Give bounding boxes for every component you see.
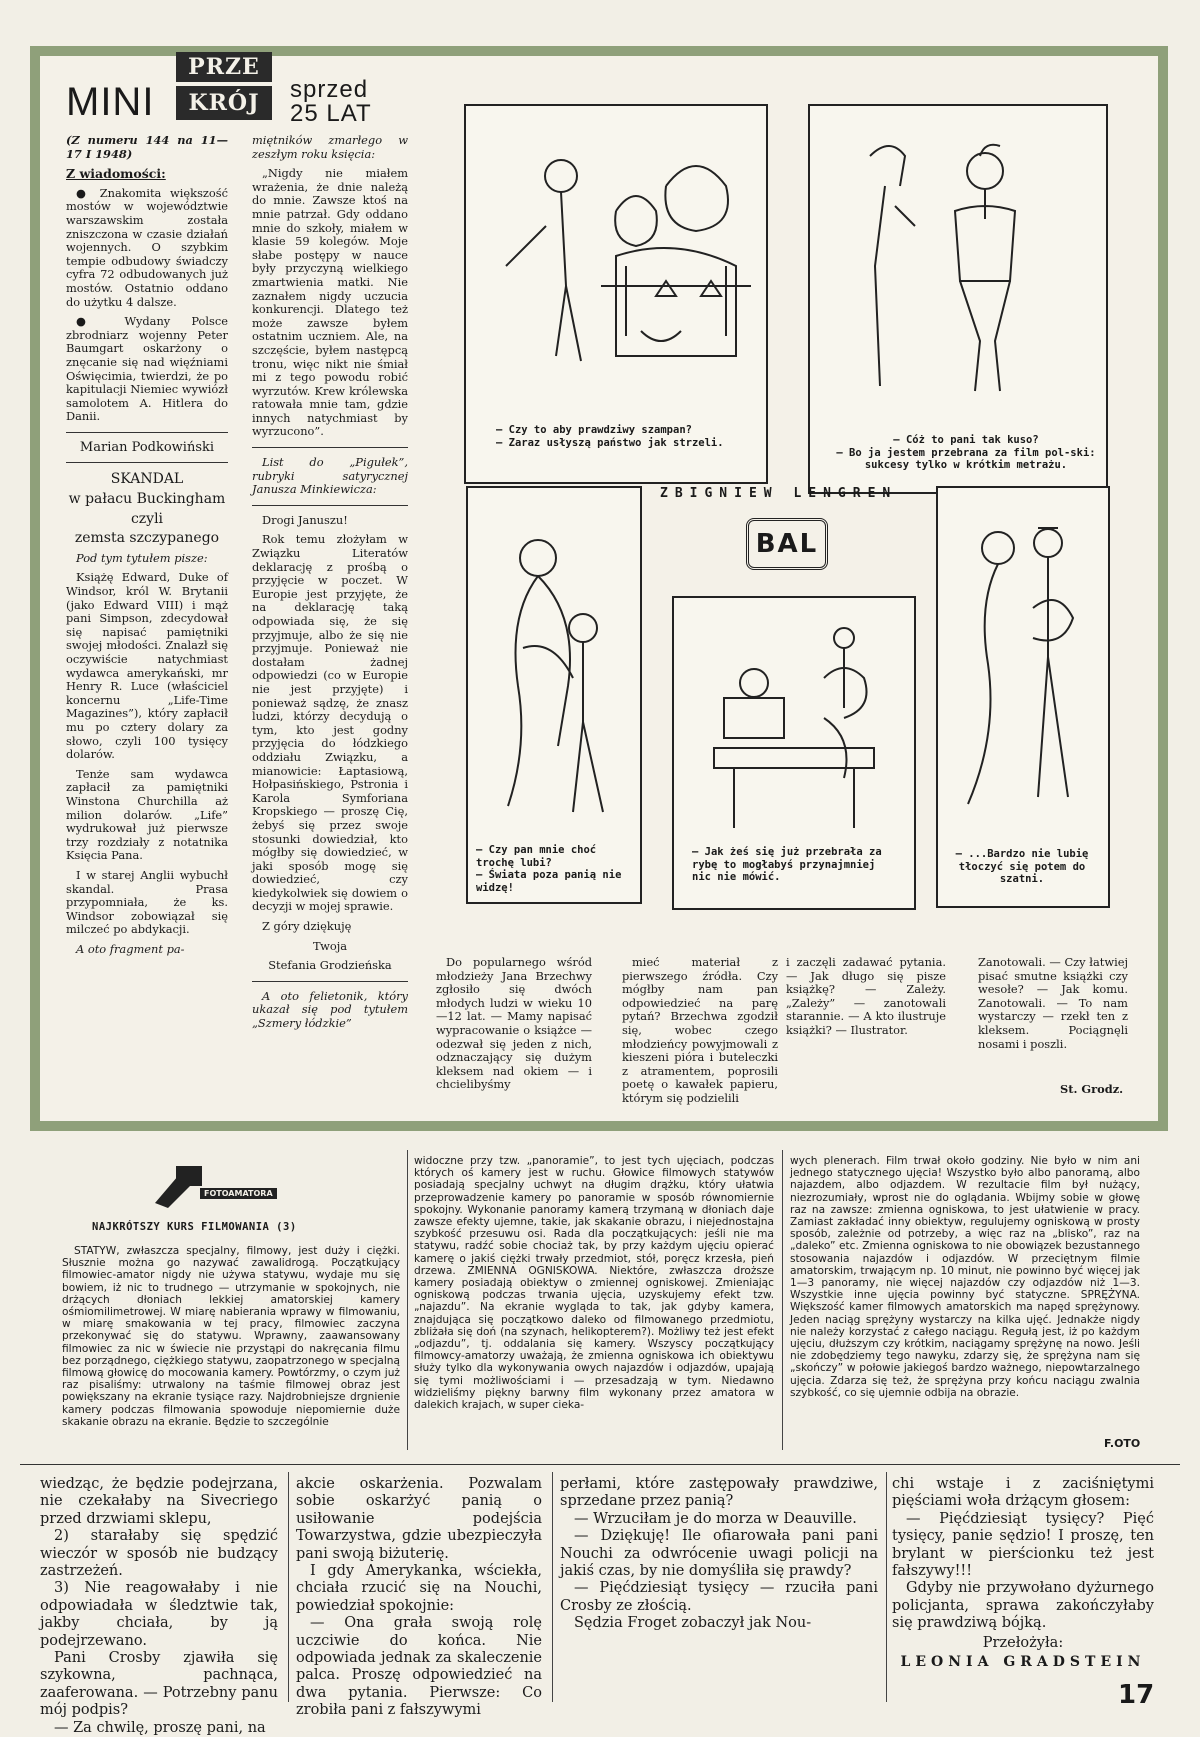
news-item-1: ● Znakomita większość mostów w województwie warszawskim została zniszczona w czasie działań wojennych. O szybkim tempie odbudowy świadczy cyfra 72 odbudowanych już mostów. Ostatnio oddano do użytku 4 dalsze. xyxy=(66,185,228,309)
caption-dancers: — Czy pan mnie choć trochę lubi? — Świata poza panią nie widzę! xyxy=(476,844,622,894)
szmery-column-1: Do popularnego wśród młodzieży Jana Brzechwy zgłosiło się dwóch młodych ludzi w wieku 10—12 lat. — Mamy napisać wypracowanie o książce — odezwał się jeden z nich, odznaczający się dużym kleksem nad okiem — i chcielibyśmy xyxy=(436,955,592,1092)
author-name: Marian Podkowiński xyxy=(79,439,215,455)
cartoon-drawing xyxy=(674,608,914,848)
news-heading: Z wiadomości: xyxy=(66,166,166,182)
column-rule xyxy=(552,1472,553,1702)
cartoon-panel-dancers xyxy=(466,486,642,904)
intro-text: Pod tym tytułem pisze: xyxy=(76,550,208,565)
cartoon-drawing xyxy=(938,498,1108,838)
story-paragraph: — Za chwilę, proszę pani, na xyxy=(54,1719,266,1736)
paragraph: I w starej Anglii wybuchł skandal. Prasa przypomniała, że ks. Windsor zobowiązał się milczeć po abdykacji. xyxy=(66,867,228,937)
divider xyxy=(66,432,228,433)
szmery-signature: St. Grodz. xyxy=(1060,1082,1124,1096)
szmery-column-4: Zanotowali. — Czy łatwiej pisać smutne książki czy wesołe? — Jak komu. Zanotowali. — To nam wystarczy — rzekł ten z kleksem. Pociągnęli nosami i poszli. xyxy=(978,955,1128,1051)
paragraph: A oto fragment pa- xyxy=(76,941,185,956)
story-paragraph: chi wstaje i z zaciśniętymi pięściami woła drżącym głosem: xyxy=(892,1476,1154,1510)
story-paragraph: — Pięćdziesiąt tysięcy? Pięć tysięcy, panie sędzio! I proszę, ten brylant w pierścionku też jest fałszywy!!! xyxy=(892,1510,1154,1580)
paragraph: A oto felietonik, który ukazał się pod tytułem „Szmery łódzkie” xyxy=(252,988,408,1031)
column-rule xyxy=(407,1150,408,1450)
story-column-3 xyxy=(560,1476,878,1633)
divider xyxy=(252,981,408,982)
story-paragraph: — Ona grała swoją rolę uczciwie do końca. Nie odpowiada jednak za skaleczenie palca. Proszę odpowiedzieć na dwa pytania. Pierwsze: Co zrobiła pani z fałszywymi xyxy=(296,1615,542,1719)
caption-fish-costume: — Jak żeś się już przebrała za rybę to mogłabyś przynajmniej nic nie mówić. xyxy=(692,846,882,883)
story-column-4 xyxy=(892,1476,1154,1671)
story-paragraph: perłami, które zastępowały prawdziwe, sprzedane przez panią? xyxy=(560,1476,878,1510)
source-note: (Z numeru 144 na 11—17 I 1948) xyxy=(66,133,228,161)
cartoon-drawing xyxy=(468,498,640,838)
przekroj-logo-top: PRZE xyxy=(176,52,272,82)
masthead-years: 25 LAT xyxy=(290,100,372,127)
paragraph: Z góry dziękuję xyxy=(262,919,352,934)
szmery-column-2: mieć materiał z pierwszego źródła. Czy mógłby nam pan odpowiedzieć na parę pytań? Brzechwa zgodził się, wobec czego młodzieńcy powyjmowali z kieszeni pióra i buteleczki z atramentem, poprosili poetę o kawałek papieru, którym się podzielili xyxy=(622,955,778,1105)
page-number: 17 xyxy=(1118,1680,1155,1710)
story-paragraph: — Dziękuję! Ile ofiarowała pani pani Nouchi za odwrócenie uwagi policji na jakiś czas, by nie domyśliła się prawdy? xyxy=(560,1528,878,1580)
film-signature: F.OTO xyxy=(1104,1437,1141,1450)
translator-name: LEONIA GRADSTEIN xyxy=(900,1654,1146,1671)
film-heading: NAJKRÓTSZY KURS FILMOWANIA (3) xyxy=(92,1221,297,1233)
story-paragraph: Pani Crosby zjawiła się szykowna, pachnąca, zaaferowana. — Potrzebny panu mój podpis? xyxy=(40,1650,278,1719)
masthead-mini: MINI xyxy=(66,80,155,124)
fotoamator-logo xyxy=(150,1158,300,1210)
caption-champagne: — Czy to aby prawdziwy szampan? — Zaraz usłyszą państwo jak strzeli. xyxy=(496,424,724,449)
story-paragraph: I gdy Amerykanka, wściekła, chciała rzucić się na Nouchi, powiedział spokojnie: xyxy=(296,1563,542,1614)
paragraph: Książę Edward, Duke of Windsor, król W. Brytanii (jako Edward VIII) i mąż pani Simpson, zdecydował się napisać pamiętniki swojej młodości. Znalazł się oczywiście natychmiast wydawca amerykański, mr Henry R. Luce (właściciel koncernu „Life-Time Magazines”), który zapłacił mu po cztery dolary za słowo, czyli 100 tysięcy dolarów. xyxy=(66,570,228,762)
camera-icon xyxy=(150,1158,210,1208)
caption-dress: — Cóż to pani tak kuso? — Bo ja jestem przebrana za film pol-ski: sukcesy tylko w krótkim metrażu. xyxy=(836,434,1096,471)
translator-label: Przełożyła: xyxy=(982,1634,1064,1651)
paragraph: Drogi Januszu! xyxy=(262,512,348,527)
divider xyxy=(252,447,408,448)
divider xyxy=(66,462,228,463)
bal-sign xyxy=(746,518,828,570)
bal-sign-text: BAL xyxy=(755,529,819,559)
title-line-2: w pałacu Buckingham xyxy=(68,491,226,508)
title-line-1: SKANDAL xyxy=(110,471,184,488)
masthead-sprzed: sprzed xyxy=(290,76,369,103)
cartoon-drawing xyxy=(466,116,766,416)
artist-name: ZBIGNIEW LENGREN xyxy=(660,486,898,501)
title-line-4: zemsta szczypanego xyxy=(74,530,220,547)
fotoamator-logo-text: FOTOAMATORA xyxy=(200,1188,277,1199)
cartoon-drawing xyxy=(810,116,1106,416)
column-rule xyxy=(782,1150,783,1450)
middle-column xyxy=(252,134,408,1037)
paragraph: List do „Pigułek”, rubryki satyrycznej Janusza Minkiewicza: xyxy=(252,455,408,497)
story-paragraph: wiedząc, że będzie podejrzana, nie czekałaby na Sivecriego przed drzwiami sklepu, xyxy=(40,1476,278,1527)
przekroj-logo-bottom: KRÓJ xyxy=(176,86,272,120)
story-paragraph: — Pięćdziesiąt tysięcy — rzuciła pani Crosby ze złością. xyxy=(560,1580,878,1614)
story-paragraph: Sędzia Froget zobaczył jak Nou- xyxy=(574,1615,812,1632)
story-paragraph: 2) starałaby się spędzić wieczór w sposób nie budzący zastrzeżeń. xyxy=(40,1528,278,1580)
news-item-2: ● Wydany Polsce zbrodniarz wojenny Peter Baumgart oskarżony o znęcanie się nad więźniami Oświęcimia, twierdzi, że po kapitulacji Niemiec wywiózł samolotem A. Hitlera do Danii. xyxy=(66,314,228,424)
film-column-1: STATYW, zwłaszcza specjalny, filmowy, jest duży i ciężki. Słusznie można go nazywać zawalidrogą. Początkujący filmowiec-amator nigdy nie używa statywu, wydaje mu się bowiem, iż nic to trudnego — utrzymanie w spokojnych, nie drżących dłoniach lekkiej amatorskiej kamery ośmiomilimetrowej. W miarę nabierania wprawy w filmowaniu, w miarę smakowania w tej pracy, filmowiec zaczyna przekonywać się do statywu. Wprawny, zaawansowany filmowiec za nic w świecie nie przystąpi do nakręcania filmu bez porządnego, ciężkiego statywu, zaopatrzonego w specjalną filmową głowicę do mocowania kamery. Powtórzmy, o czym już raz pisaliśmy: utrwalony na taśmie filmowej obraz jest powiększany na ekranie tysiące razy. Najdrobniejsze drgnienie kamery podczas filmowania spowoduje niepomiernie duże skakanie obrazu na ekranie. Będzie to szczególnie xyxy=(62,1245,400,1428)
paragraph: Rok temu złożyłam w Związku Literatów deklarację z prośbą o przyjęcie w poczet. W Europie jest przyjęte, że na deklarację taką odpowiada się, że się przyjmuje, albo że się nie przyjmuje. Ponieważ nie dostałam żadnej odpowiedzi (co w Europie nie jest przyjęte) i ponieważ sądzę, że znasz ludzi, którzy decydują o tym, kto jest godny przyjęcia do łódzkiego oddziału Związku, a mianowicie: Łaptasiową, Hołpasińskiego, Pstronia i Karola Symforiana Kropskiego — proszę Cię, żebyś się przez swoje stosunki dowiedział, kto mógłby się dowiedzieć, w jaki sposób mogę się dowiedzieć, czy kiedykolwiek się dowiem o decyzji w mojej sprawie. xyxy=(252,532,408,914)
film-column-3: wych plenerach. Film trwał około godziny. Nie było w nim ani jednego statycznego ujęcia! Wszystko było albo panoramą, albo najazdem, albo odjazdem. W rezultacie film był nużący, niezrozumiały, wprost nie do oglądania. Wbijmy sobie w głowę raz na zawsze: zmienna ogniskowa, to jest ułatwienie w pracy. Zamiast zakładać inny obiektyw, regulujemy ogniskową w prosty sposób, zależnie od potrzeby, a więc raz na „blisko”, raz na „daleko” etc. Zmienna ogniskowa to nie obowiązek bezustannego stosowania najazdów i odjazdów. W przeciętnym filmie amatorskim, trwającym np. 10 minut, nie powinno być więcej jak 1—3 panoramy, nie więcej najazdów czy odjazdów niż 1—3. Wszystkie inne ujęcia powinny być statyczne. SPRĘŻYNA. Większość kamer filmowych amatorskich ma napęd sprężynowy. Jeden naciąg sprężyny wystarczy na kilka ujęć. Jednakże nigdy nie należy korzystać z całego naciągu. Regułą jest, iż po każdym ujęciu, dłuższym czy krótkim, naciągamy sprężynę na nowo. Jeśli nie zdobędziemy tego nawyku, zdarzy się, że sprężyna nam się „skończy” w połowie jakiegoś bardzo ważnego, niepowtarzalnego ujęcia. Zdarza się też, że sprężyna przy końcu naciągu zwalnia szybkość, co się ujemnie odbija na obrazie. xyxy=(790,1155,1140,1399)
paragraph: „Nigdy nie miałem wrażenia, że dnie należą do mnie. Zawsze ktoś na mnie patrzał. Gdy oddano mnie do szkoły, miałem w klasie 59 kolegów. Moje słabe postępy w nauce były przyczyną wielkiego zmartwienia matki. Nie zaznałem nigdy uczucia konkurencji. Dlatego też może zawsze byłem ostatnim uczniem. Ale, na szczęście, byłem następcą tronu, więc nikt nie śmiał mi z tego powodu robić wyrzutów. Krew królewska ratowała mnie tam, gdzie innych natychmiast by wyrzucono”. xyxy=(252,166,408,439)
divider xyxy=(252,505,408,506)
paragraph: miętników zmarłego w zeszłym roku księcia: xyxy=(252,133,408,161)
story-paragraph: 3) Nie reagowałaby i nie odpowiadała w śledztwie tak, jakby chciała, by ją podejrzewano. xyxy=(40,1580,278,1649)
story-paragraph: — Wrzuciłam je do morza w Deauville. xyxy=(574,1510,857,1527)
paragraph: Tenże sam wydawca zapłacił za pamiętniki Winstona Churchilla aż milion dolarów. „Life” wydrukował już pierwsze trzy rozdziały z notatnika Księcia Pana. xyxy=(66,766,228,863)
title-line-3: czyli xyxy=(130,510,164,527)
story-paragraph: akcie oskarżenia. Pozwalam sobie oskarżyć panią o usiłowanie podejścia Towarzystwa, gdzie ubezpieczyła pani swoją biżuterię. xyxy=(296,1476,542,1562)
szmery-column-3: i zaczęli zadawać pytania. — Jak długo się pisze książkę? — Zależy. „Zależy” — zanotowali starannie. — A kto ilustruje książki? — Ilustrator. xyxy=(786,955,946,1037)
column-rule xyxy=(886,1472,887,1702)
left-column xyxy=(66,134,228,962)
signature: Stefania Grodzieńska xyxy=(268,958,392,973)
masthead xyxy=(66,52,416,130)
paragraph: Twoja xyxy=(312,938,348,953)
divider xyxy=(20,1464,1180,1465)
story-column-1 xyxy=(40,1476,278,1737)
film-column-2: widoczne przy tzw. „panoramie”, to jest tych ujęciach, podczas których oś kamery jest w ruchu. Głowice filmowych statywów posiadają specjalny uchwyt na długim drążku, który ułatwia przeprowadzenie kamery po panoramie w sposób równomiernie spokojny. Wykonanie panoramy kamerą trzymaną w dłoniach daje zawsze efekty ujemne, takie, jak skakanie obrazu, i niejednostajna szybkość przesuwu osi. Rada dla początkujących: jeśli nie ma statywu, radźć sobie chociaż tak, by przy każdym ujęciu opierać kamerę o jakiś ciężki trwały przedmiot, stół, poręcz krzesła, pień drzewa. ZMIENNA OGNISKOWA. Niektóre, zwłaszcza droższe kamery posiadają obiektyw o zmiennej ogniskowej. Zmieniając ogniskową podczas trwania ujęcia, uzyskujemy efekt tzw. „najazdu”. Na ekranie wygląda to tak, jak gdyby kamera, znajdująca się początkowo daleko od filmowanego przedmiotu, zbliżała się doń (na szynach, helikopterem?). Możliwy też jest efekt „odjazdu”, tj. oddalania się kamery. Wszyscy początkujący filmowcy-amatorzy uważają, że zmienna ogniskowa ich obiektywu służy tylko dla wykonywania owych najazdów i odjazdów, upajają się tymi możliwościami i — przesadzają w tym. Niedawno widzieliśmy piękny barwny film wykonany przez amatora w dalekich krajach, w super cieka- xyxy=(414,1155,774,1412)
column-rule xyxy=(288,1472,289,1702)
story-paragraph: Gdyby nie przywołano dyżurnego policjanta, sprawa zakończyłaby się prawdziwą bójką. xyxy=(892,1580,1154,1632)
cartoon-panel-cloakroom xyxy=(936,486,1110,908)
caption-cloakroom: — ...Bardzo nie lubię tłoczyć się potem do szatni. xyxy=(955,848,1089,885)
story-column-2 xyxy=(296,1476,542,1720)
